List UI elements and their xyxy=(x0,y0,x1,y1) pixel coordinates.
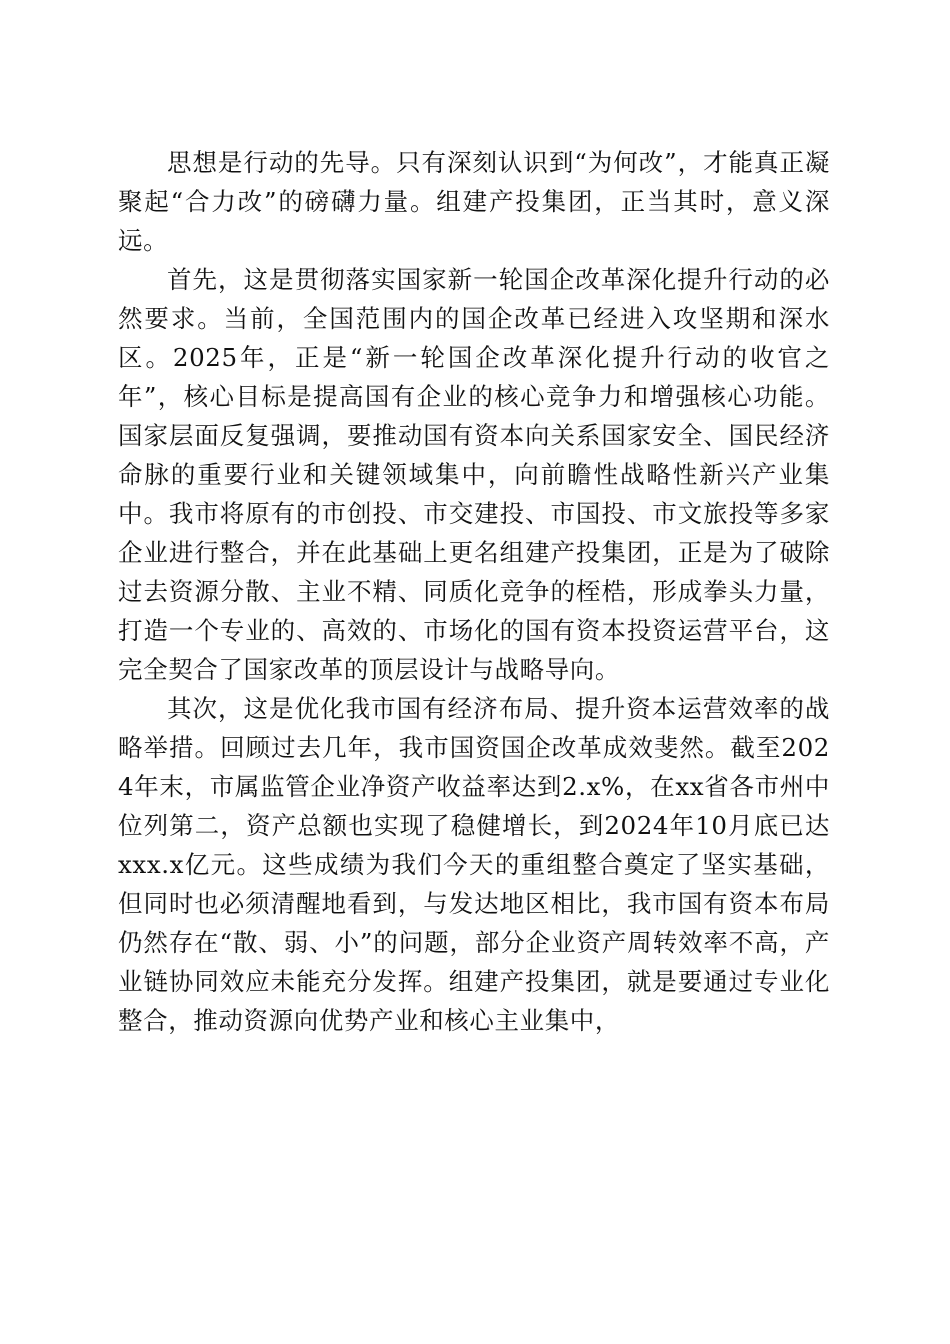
paragraph-intro: 思想是行动的先导。只有深刻认识到“为何改”，才能真正凝聚起“合力改”的磅礴力量。组建产投集团，正当其时，意义深远。 xyxy=(118,148,830,255)
paragraph-second-reason: 其次，这是优化我市国有经济布局、提升资本运营效率的战略举措。回顾过去几年，我市国资国企改革成效斐然。截至2024年末，市属监管企业净资产收益率达到2.x%，在xx省各市州中位列第二，资产总额也实现了稳健增长，到2024年10月底已达xxx.x亿元。这些成绩为我们今天的重组整合奠定了坚实基础，但同时也必须清醒地看到，与发达地区相比，我市国有资本布局仍然存在“散、弱、小”的问题，部分企业资产周转效率不高，产业链协同效应未能充分发挥。组建产投集团，就是要通过专业化整合，推动资源向优势产业和核心主业集中， xyxy=(118,694,830,1035)
document-page xyxy=(118,143,830,1040)
paragraph-first-reason: 首先，这是贯彻落实国家新一轮国企改革深化提升行动的必然要求。当前，全国范围内的国企改革已经进入攻坚期和深水区。2025年，正是“新一轮国企改革深化提升行动的收官之年”，核心目标是提高国有企业的核心竞争力和增强核心功能。国家层面反复强调，要推动国有资本向关系国家安全、国民经济命脉的重要行业和关键领域集中，向前瞻性战略性新兴产业集中。我市将原有的市创投、市交建投、市国投、市文旅投等多家企业进行整合，并在此基础上更名组建产投集团，正是为了破除过去资源分散、主业不精、同质化竞争的桎梏，形成拳头力量，打造一个专业的、高效的、市场化的国有资本投资运营平台，这完全契合了国家改革的顶层设计与战略导向。 xyxy=(118,265,830,684)
